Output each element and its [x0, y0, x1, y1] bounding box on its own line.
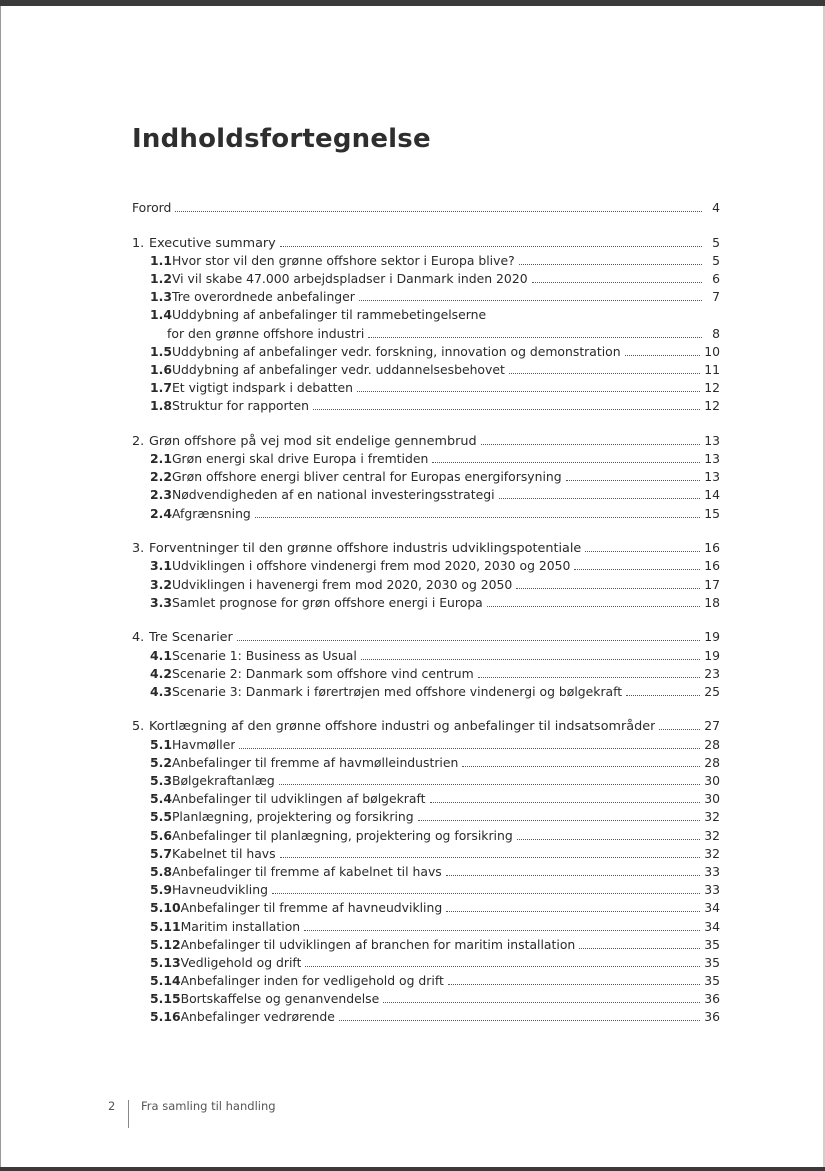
toc-chapters — [132, 217, 720, 1026]
scan-border-bottom — [0, 1167, 825, 1171]
dot-leader — [517, 839, 700, 840]
toc-section-number: 5.7 — [150, 845, 172, 861]
toc-page-number: 35 — [704, 973, 720, 989]
toc-section-label: Grøn offshore energi bliver central for Europas energiforsyning — [171, 469, 562, 485]
toc-chapter[interactable] — [132, 717, 720, 735]
toc-section-label: Udviklingen i havenergi frem mod 2020, 2030 og 2050 — [171, 576, 513, 592]
toc-chapter-number: 3. — [132, 541, 145, 557]
dot-leader — [446, 911, 700, 912]
dot-leader — [625, 355, 701, 356]
scan-border-top — [0, 0, 825, 6]
toc-section-label: Vedligehold og drift — [180, 954, 302, 970]
toc-section-number: 1.4 — [150, 307, 172, 323]
toc-section-label: Scenarie 1: Business as Usual — [171, 647, 357, 663]
toc-page-number: 19 — [704, 647, 720, 663]
dot-leader — [659, 729, 700, 730]
toc-section-number: 5.2 — [150, 754, 172, 770]
toc-page-number: 33 — [704, 882, 720, 898]
toc-page-number: 8 — [712, 325, 720, 341]
toc-page-number: 32 — [704, 809, 720, 825]
toc-section-number: 3.2 — [150, 576, 172, 592]
toc-section[interactable] — [132, 827, 720, 845]
toc-section-label: Vi vil skabe 47.000 arbejdspladser i Danmark inden 2020 — [171, 270, 528, 286]
toc-section-label: Havneudvikling — [171, 882, 268, 898]
toc-section[interactable] — [132, 990, 720, 1008]
toc-section[interactable] — [132, 343, 720, 361]
toc-section[interactable] — [132, 808, 720, 826]
toc-page-number: 25 — [704, 683, 720, 699]
toc-chapter[interactable] — [132, 432, 720, 450]
toc-chapter-label: Kortlægning af den grønne offshore industri og anbefalinger til indsatsområder — [149, 719, 656, 735]
toc-section-number: 1.2 — [150, 270, 172, 286]
toc-page-number: 32 — [704, 827, 720, 843]
toc-section-label: Uddybning af anbefalinger vedr. forskning, innovation og demonstration — [171, 343, 621, 359]
toc-section-label: Scenarie 3: Danmark i førertrøjen med offshore vindenergi og bølgekraft — [171, 683, 623, 699]
toc-section-label: Anbefalinger inden for vedligehold og drift — [180, 973, 444, 989]
toc-page-number: 10 — [704, 343, 720, 359]
dot-leader — [383, 1002, 700, 1003]
toc-section[interactable] — [132, 972, 720, 990]
toc-section-label: Hvor stor vil den grønne offshore sektor i Europa blive? — [171, 252, 515, 268]
toc-page-number: 36 — [704, 991, 720, 1007]
dot-leader — [499, 498, 701, 499]
toc-page-number: 12 — [704, 380, 720, 396]
toc-section[interactable] — [132, 881, 720, 899]
toc-section[interactable] — [132, 450, 720, 468]
toc-section[interactable] — [132, 1008, 720, 1026]
toc-section-label: Anbefalinger til fremme af havmølleindustrien — [171, 754, 459, 770]
toc-section-number: 2.4 — [150, 505, 172, 521]
toc-section[interactable] — [132, 754, 720, 772]
toc-page-number: 16 — [704, 558, 720, 574]
toc-entry-forord[interactable] — [132, 199, 720, 217]
toc-chapter-number: 2. — [132, 433, 145, 449]
toc-section-number: 5.12 — [150, 936, 181, 952]
toc-page-number: 6 — [712, 270, 720, 286]
toc-section-number: 1.3 — [150, 289, 172, 305]
toc-section[interactable] — [132, 306, 720, 324]
toc-page-number: 30 — [704, 791, 720, 807]
toc-section-number: 5.3 — [150, 773, 172, 789]
toc-spacer — [132, 523, 720, 539]
toc-section-number: 3.3 — [150, 594, 172, 610]
toc-section-label: Uddybning af anbefalinger vedr. uddannelsesbehovet — [171, 361, 505, 377]
toc-section-label: for den grønne offshore industri — [167, 325, 365, 341]
toc-section[interactable] — [132, 252, 720, 270]
toc-section-number: 5.5 — [150, 809, 172, 825]
toc-section[interactable] — [132, 397, 720, 415]
toc-page-number: 28 — [704, 754, 720, 770]
dot-leader — [519, 264, 702, 265]
toc-section[interactable] — [132, 647, 720, 665]
toc-section-number: 5.13 — [150, 954, 181, 970]
dot-leader — [368, 337, 702, 338]
toc-page-number: 7 — [712, 289, 720, 305]
dot-leader — [430, 802, 701, 803]
toc-chapter-number: 1. — [132, 235, 145, 251]
toc-page-number: 32 — [704, 845, 720, 861]
toc-section-label: Havmøller — [171, 736, 236, 752]
toc-section[interactable] — [132, 772, 720, 790]
toc-page-number: 13 — [704, 451, 720, 467]
dot-leader — [237, 640, 700, 641]
toc-section-number: 4.3 — [150, 683, 172, 699]
toc-section-number: 1.6 — [150, 361, 172, 377]
toc-section-label: Anbefalinger til udviklingen af branchen for maritim installation — [180, 936, 576, 952]
table-of-contents — [132, 199, 720, 1027]
toc-page-number: 18 — [704, 594, 720, 610]
dot-leader — [239, 748, 700, 749]
toc-section-number: 4.1 — [150, 647, 172, 663]
dot-leader — [487, 606, 700, 607]
toc-page-number: 13 — [704, 432, 720, 448]
toc-page-number: 30 — [704, 773, 720, 789]
toc-section-number: 5.16 — [150, 1009, 181, 1025]
toc-section-number: 5.1 — [150, 736, 172, 752]
toc-entry-label: Forord — [132, 200, 172, 215]
toc-section[interactable] — [132, 557, 720, 575]
footer-publication-title: Fra samling til handling — [141, 1099, 276, 1113]
toc-page-number: 33 — [704, 863, 720, 879]
toc-chapter[interactable] — [132, 628, 720, 646]
dot-leader — [272, 893, 700, 894]
toc-section[interactable] — [132, 288, 720, 306]
toc-section[interactable] — [132, 899, 720, 917]
dot-leader — [532, 282, 702, 283]
footer-page-number: 2 — [108, 1099, 116, 1113]
toc-section-label: Nødvendigheden af en national investeringsstrategi — [171, 487, 495, 503]
dot-leader — [626, 695, 700, 696]
toc-section-number: 1.5 — [150, 343, 172, 359]
toc-section-label: Kabelnet til havs — [171, 845, 276, 861]
toc-section-label: Anbefalinger til fremme af kabelnet til havs — [171, 863, 442, 879]
dot-leader — [175, 211, 702, 212]
page-title: Indholdsfortegnelse — [132, 124, 431, 154]
dot-leader — [516, 588, 700, 589]
toc-section-number: 3.1 — [150, 558, 172, 574]
toc-section[interactable] — [132, 468, 720, 486]
toc-page-number: 34 — [704, 918, 720, 934]
toc-section-number: 5.6 — [150, 827, 172, 843]
page-footer — [108, 1092, 276, 1120]
toc-chapter-number: 5. — [132, 719, 145, 735]
toc-section-label: Scenarie 2: Danmark som offshore vind centrum — [171, 665, 474, 681]
dot-leader — [579, 948, 700, 949]
dot-leader — [478, 677, 701, 678]
toc-chapter[interactable] — [132, 234, 720, 252]
toc-page-number: 4 — [712, 200, 720, 215]
toc-section-label: Afgrænsning — [171, 505, 251, 521]
toc-section-label: Maritim installation — [180, 918, 301, 934]
toc-section-number: 5.15 — [150, 991, 181, 1007]
toc-section[interactable] — [132, 790, 720, 808]
dot-leader — [255, 517, 700, 518]
toc-section-number: 5.14 — [150, 973, 181, 989]
dot-leader — [313, 409, 700, 410]
toc-section-label: Anbefalinger vedrørende — [180, 1009, 335, 1025]
toc-section[interactable] — [132, 918, 720, 936]
toc-section-number: 5.9 — [150, 882, 172, 898]
toc-section[interactable] — [132, 594, 720, 612]
toc-chapter-label: Executive summary — [149, 235, 276, 251]
toc-section[interactable] — [132, 936, 720, 954]
toc-page-number: 12 — [704, 398, 720, 414]
dot-leader — [574, 569, 700, 570]
toc-section-label: Udviklingen i offshore vindenergi frem mod 2020, 2030 og 2050 — [171, 558, 571, 574]
toc-page-number: 11 — [704, 361, 720, 377]
toc-section[interactable] — [132, 270, 720, 288]
dot-leader — [432, 462, 700, 463]
toc-page-number: 5 — [712, 252, 720, 268]
toc-page-number: 17 — [704, 576, 720, 592]
dot-leader — [448, 984, 700, 985]
toc-chapter-label: Forventninger til den grønne offshore industris udviklingspotentiale — [149, 541, 582, 557]
toc-section-label: Et vigtigt indspark i debatten — [171, 380, 353, 396]
toc-section-number: 2.2 — [150, 469, 172, 485]
toc-page-number: 15 — [704, 505, 720, 521]
footer-divider — [128, 1100, 129, 1128]
toc-page-number: 16 — [704, 540, 720, 556]
toc-section-number: 2.1 — [150, 451, 172, 467]
dot-leader — [446, 875, 700, 876]
dot-leader — [361, 659, 700, 660]
toc-section-label: Grøn energi skal drive Europa i fremtiden — [171, 451, 429, 467]
toc-page-number: 19 — [704, 629, 720, 645]
toc-section-number: 5.10 — [150, 900, 181, 916]
dot-leader — [418, 820, 701, 821]
dot-leader — [359, 300, 702, 301]
toc-chapter-label: Grøn offshore på vej mod sit endelige gennembrud — [149, 433, 477, 449]
toc-section-number: 5.4 — [150, 791, 172, 807]
toc-section-number: 2.3 — [150, 487, 172, 503]
toc-section[interactable] — [132, 863, 720, 881]
dot-leader — [357, 391, 700, 392]
toc-section[interactable] — [132, 505, 720, 523]
toc-section[interactable] — [132, 361, 720, 379]
toc-section-number: 5.8 — [150, 863, 172, 879]
toc-section-label: Planlægning, projektering og forsikring — [171, 809, 414, 825]
toc-section-label: Anbefalinger til fremme af havneudvikling — [180, 900, 443, 916]
toc-section-continued[interactable] — [132, 325, 720, 343]
toc-section[interactable] — [132, 665, 720, 683]
toc-page-number: 27 — [704, 718, 720, 734]
toc-section-label: Struktur for rapporten — [171, 398, 309, 414]
toc-section-number: 5.11 — [150, 918, 181, 934]
toc-page-number: 34 — [704, 900, 720, 916]
toc-section[interactable] — [132, 736, 720, 754]
toc-section-label: Samlet prognose for grøn offshore energi i Europa — [171, 594, 483, 610]
dot-leader — [566, 480, 701, 481]
dot-leader — [585, 551, 700, 552]
dot-leader — [481, 444, 701, 445]
toc-page-number: 13 — [704, 469, 720, 485]
toc-chapter[interactable] — [132, 539, 720, 557]
dot-leader — [280, 857, 701, 858]
toc-section-label: Anbefalinger til udviklingen af bølgekraft — [171, 791, 426, 807]
toc-section[interactable] — [132, 486, 720, 504]
dot-leader — [509, 373, 700, 374]
toc-section[interactable] — [132, 576, 720, 594]
toc-section-label: Uddybning af anbefalinger til rammebetingelserne — [171, 307, 487, 323]
toc-spacer — [132, 612, 720, 628]
toc-section-label: Bortskaffelse og genanvendelse — [180, 991, 380, 1007]
toc-section[interactable] — [132, 845, 720, 863]
scan-border-left — [0, 6, 1, 1171]
toc-page-number: 5 — [712, 234, 720, 250]
toc-section[interactable] — [132, 954, 720, 972]
toc-spacer — [132, 415, 720, 431]
toc-section[interactable] — [132, 683, 720, 701]
toc-section-number: 4.2 — [150, 665, 172, 681]
toc-page-number: 23 — [704, 665, 720, 681]
toc-page-number: 36 — [704, 1009, 720, 1025]
toc-section-label: Bølgekraftanlæg — [171, 773, 275, 789]
toc-page-number: 14 — [704, 487, 720, 503]
dot-leader — [304, 930, 700, 931]
toc-section[interactable] — [132, 379, 720, 397]
dot-leader — [339, 1020, 700, 1021]
dot-leader — [280, 246, 702, 247]
toc-section-number: 1.8 — [150, 398, 172, 414]
toc-page-number: 35 — [704, 954, 720, 970]
toc-spacer — [132, 701, 720, 717]
toc-chapter-label: Tre Scenarier — [149, 630, 233, 646]
toc-spacer — [132, 217, 720, 233]
toc-chapter-number: 4. — [132, 630, 145, 646]
toc-section-number: 1.7 — [150, 380, 172, 396]
toc-section-number: 1.1 — [150, 252, 172, 268]
toc-section-label: Anbefalinger til planlægning, projektering og forsikring — [171, 827, 513, 843]
dot-leader — [462, 766, 700, 767]
dot-leader — [305, 966, 700, 967]
toc-page-number: 35 — [704, 936, 720, 952]
toc-page-number: 28 — [704, 736, 720, 752]
dot-leader — [279, 784, 700, 785]
toc-section-label: Tre overordnede anbefalinger — [171, 289, 355, 305]
